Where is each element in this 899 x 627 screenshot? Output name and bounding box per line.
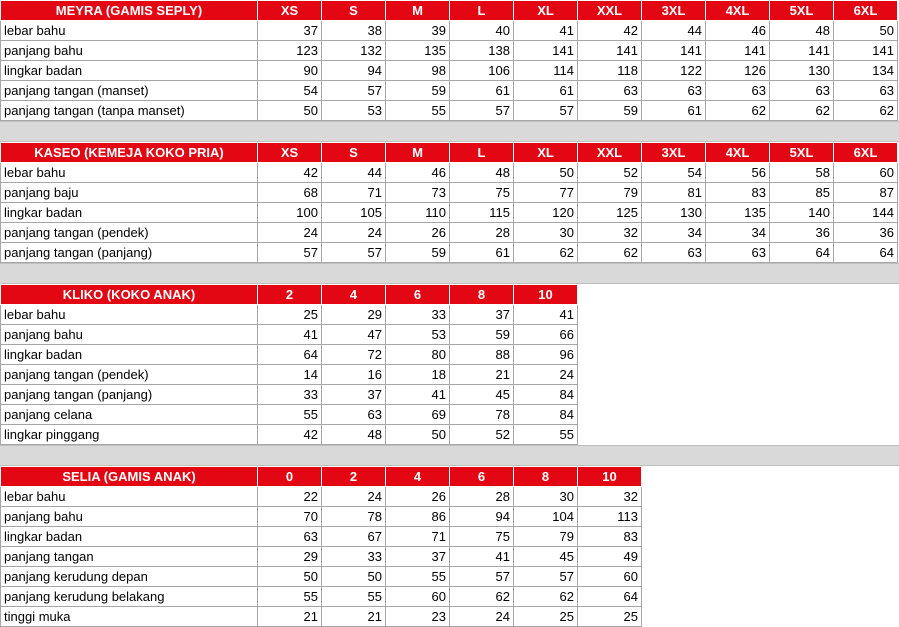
size-header-cell[interactable]: L <box>450 143 514 163</box>
table-title[interactable]: KLIKO (KOKO ANAK) <box>1 285 258 305</box>
measure-value-cell[interactable]: 50 <box>322 567 386 587</box>
measure-label-cell[interactable]: panjang tangan (tanpa manset) <box>1 101 258 121</box>
measure-value-cell[interactable]: 26 <box>386 223 450 243</box>
size-table <box>0 142 898 263</box>
measure-label-cell[interactable]: panjang tangan (pendek) <box>1 223 258 243</box>
size-table-block <box>0 284 899 445</box>
measure-value-cell[interactable]: 30 <box>514 487 578 507</box>
measure-value-cell[interactable]: 63 <box>706 81 770 101</box>
table-title[interactable]: SELIA (GAMIS ANAK) <box>1 467 258 487</box>
measure-value-cell[interactable]: 55 <box>322 587 386 607</box>
measure-label-cell[interactable]: panjang celana <box>1 405 258 425</box>
measure-value-cell[interactable]: 55 <box>386 567 450 587</box>
measure-value-cell[interactable]: 79 <box>578 183 642 203</box>
size-header-cell[interactable]: 2 <box>322 467 386 487</box>
measure-value-cell[interactable]: 25 <box>578 607 642 627</box>
measure-value-cell[interactable]: 42 <box>258 163 322 183</box>
measure-value-cell[interactable]: 64 <box>258 345 322 365</box>
measure-value-cell[interactable]: 53 <box>386 325 450 345</box>
size-header-cell[interactable]: M <box>386 143 450 163</box>
table-row <box>1 507 642 527</box>
measure-value-cell[interactable]: 42 <box>578 21 642 41</box>
size-header-cell[interactable]: XL <box>514 143 578 163</box>
measure-value-cell[interactable]: 90 <box>258 61 322 81</box>
measure-value-cell[interactable]: 141 <box>834 41 898 61</box>
measure-value-cell[interactable]: 45 <box>514 547 578 567</box>
measure-value-cell[interactable]: 37 <box>386 547 450 567</box>
measure-value-cell[interactable]: 63 <box>834 81 898 101</box>
measure-value-cell[interactable]: 41 <box>258 325 322 345</box>
measure-value-cell[interactable]: 80 <box>386 345 450 365</box>
size-table-block <box>0 0 899 121</box>
size-header-cell[interactable]: XXL <box>578 1 642 21</box>
measure-label-cell[interactable]: lebar bahu <box>1 21 258 41</box>
measure-value-cell[interactable]: 141 <box>706 41 770 61</box>
size-header-cell[interactable]: 4 <box>386 467 450 487</box>
measure-value-cell[interactable]: 55 <box>258 405 322 425</box>
measure-value-cell[interactable]: 141 <box>642 41 706 61</box>
measure-label-cell[interactable]: panjang tangan (panjang) <box>1 243 258 263</box>
size-table <box>0 284 578 445</box>
size-header-cell[interactable]: 6XL <box>834 143 898 163</box>
measure-value-cell[interactable]: 75 <box>450 183 514 203</box>
measure-value-cell[interactable]: 41 <box>450 547 514 567</box>
measure-value-cell[interactable]: 71 <box>386 527 450 547</box>
measure-value-cell[interactable]: 53 <box>322 101 386 121</box>
measure-label-cell[interactable]: lingkar badan <box>1 345 258 365</box>
measure-value-cell[interactable]: 57 <box>514 567 578 587</box>
measure-label-cell[interactable]: tinggi muka <box>1 607 258 627</box>
table-row <box>1 41 898 61</box>
measure-value-cell[interactable]: 24 <box>514 365 578 385</box>
measure-value-cell[interactable]: 125 <box>578 203 642 223</box>
measure-value-cell[interactable]: 29 <box>322 305 386 325</box>
measure-value-cell[interactable]: 135 <box>386 41 450 61</box>
measure-value-cell[interactable]: 62 <box>514 243 578 263</box>
measure-value-cell[interactable]: 50 <box>258 101 322 121</box>
measure-value-cell[interactable]: 60 <box>578 567 642 587</box>
measure-value-cell[interactable]: 18 <box>386 365 450 385</box>
measure-value-cell[interactable]: 118 <box>578 61 642 81</box>
measure-value-cell[interactable]: 64 <box>578 587 642 607</box>
separator-row <box>0 121 899 142</box>
measure-label-cell[interactable]: lebar bahu <box>1 163 258 183</box>
measure-value-cell[interactable]: 78 <box>322 507 386 527</box>
measure-value-cell[interactable]: 16 <box>322 365 386 385</box>
measure-value-cell[interactable]: 33 <box>258 385 322 405</box>
measure-value-cell[interactable]: 57 <box>514 101 578 121</box>
measure-value-cell[interactable]: 66 <box>514 325 578 345</box>
size-header-cell[interactable]: XS <box>258 143 322 163</box>
size-header-cell[interactable]: 5XL <box>770 1 834 21</box>
measure-value-cell[interactable]: 32 <box>578 487 642 507</box>
size-header-cell[interactable]: 10 <box>514 285 578 305</box>
measure-value-cell[interactable]: 44 <box>642 21 706 41</box>
size-header-cell[interactable]: 6 <box>386 285 450 305</box>
measure-value-cell[interactable]: 26 <box>386 487 450 507</box>
measure-value-cell[interactable]: 123 <box>258 41 322 61</box>
measure-value-cell[interactable]: 77 <box>514 183 578 203</box>
measure-value-cell[interactable]: 30 <box>514 223 578 243</box>
table-row <box>1 183 898 203</box>
size-header-cell[interactable]: 4XL <box>706 143 770 163</box>
measure-value-cell[interactable]: 52 <box>450 425 514 445</box>
size-header-cell[interactable]: 0 <box>258 467 322 487</box>
table-title[interactable]: KASEO (KEMEJA KOKO PRIA) <box>1 143 258 163</box>
measure-value-cell[interactable]: 85 <box>770 183 834 203</box>
measure-value-cell[interactable]: 94 <box>322 61 386 81</box>
measure-value-cell[interactable]: 84 <box>514 405 578 425</box>
measure-value-cell[interactable]: 98 <box>386 61 450 81</box>
measure-value-cell[interactable]: 88 <box>450 345 514 365</box>
measure-value-cell[interactable]: 100 <box>258 203 322 223</box>
size-header-cell[interactable]: XS <box>258 1 322 21</box>
measure-value-cell[interactable]: 52 <box>578 163 642 183</box>
measure-value-cell[interactable]: 21 <box>322 607 386 627</box>
measure-value-cell[interactable]: 104 <box>514 507 578 527</box>
measure-value-cell[interactable]: 141 <box>578 41 642 61</box>
table-row <box>1 425 578 445</box>
measure-value-cell[interactable]: 62 <box>834 101 898 121</box>
measure-value-cell[interactable]: 45 <box>450 385 514 405</box>
measure-value-cell[interactable]: 57 <box>258 243 322 263</box>
measure-value-cell[interactable]: 28 <box>450 487 514 507</box>
measure-value-cell[interactable]: 24 <box>322 223 386 243</box>
measure-value-cell[interactable]: 140 <box>770 203 834 223</box>
size-header-cell[interactable]: XL <box>514 1 578 21</box>
measure-value-cell[interactable]: 47 <box>322 325 386 345</box>
measure-label-cell[interactable]: panjang bahu <box>1 325 258 345</box>
measure-value-cell[interactable]: 122 <box>642 61 706 81</box>
size-header-cell[interactable]: 6XL <box>834 1 898 21</box>
measure-value-cell[interactable]: 34 <box>642 223 706 243</box>
measure-value-cell[interactable]: 61 <box>642 101 706 121</box>
table-row <box>1 385 578 405</box>
measure-value-cell[interactable]: 63 <box>642 243 706 263</box>
measure-value-cell[interactable]: 59 <box>450 325 514 345</box>
measure-value-cell[interactable]: 73 <box>386 183 450 203</box>
measure-value-cell[interactable]: 50 <box>514 163 578 183</box>
table-row <box>1 61 898 81</box>
measure-value-cell[interactable]: 62 <box>770 101 834 121</box>
table-row <box>1 305 578 325</box>
size-table-block <box>0 466 899 627</box>
size-header-cell[interactable]: 2 <box>258 285 322 305</box>
measure-value-cell[interactable]: 57 <box>322 243 386 263</box>
measure-value-cell[interactable]: 37 <box>450 305 514 325</box>
measure-value-cell[interactable]: 63 <box>322 405 386 425</box>
size-header-cell[interactable]: XXL <box>578 143 642 163</box>
table-row <box>1 203 898 223</box>
measure-value-cell[interactable]: 55 <box>386 101 450 121</box>
size-header-cell[interactable]: 5XL <box>770 143 834 163</box>
table-row <box>1 405 578 425</box>
measure-value-cell[interactable]: 14 <box>258 365 322 385</box>
measure-value-cell[interactable]: 114 <box>514 61 578 81</box>
measure-value-cell[interactable]: 36 <box>770 223 834 243</box>
measure-value-cell[interactable]: 106 <box>450 61 514 81</box>
measure-value-cell[interactable]: 87 <box>834 183 898 203</box>
measure-value-cell[interactable]: 113 <box>578 507 642 527</box>
measure-value-cell[interactable]: 134 <box>834 61 898 81</box>
separator-row <box>0 263 899 284</box>
measure-value-cell[interactable]: 81 <box>642 183 706 203</box>
measure-value-cell[interactable]: 63 <box>770 81 834 101</box>
measure-value-cell[interactable]: 54 <box>642 163 706 183</box>
measure-value-cell[interactable]: 62 <box>706 101 770 121</box>
measure-label-cell[interactable]: panjang tangan (manset) <box>1 81 258 101</box>
table-row <box>1 587 642 607</box>
measure-label-cell[interactable]: lingkar badan <box>1 527 258 547</box>
measure-label-cell[interactable]: panjang kerudung depan <box>1 567 258 587</box>
table-row <box>1 81 898 101</box>
measure-value-cell[interactable]: 50 <box>386 425 450 445</box>
measure-value-cell[interactable]: 132 <box>322 41 386 61</box>
table-row <box>1 243 898 263</box>
measure-value-cell[interactable]: 37 <box>258 21 322 41</box>
table-row <box>1 547 642 567</box>
size-header-cell[interactable]: 3XL <box>642 143 706 163</box>
measure-value-cell[interactable]: 110 <box>386 203 450 223</box>
measure-value-cell[interactable]: 64 <box>834 243 898 263</box>
measure-value-cell[interactable]: 59 <box>386 243 450 263</box>
measure-value-cell[interactable]: 115 <box>450 203 514 223</box>
measure-value-cell[interactable]: 75 <box>450 527 514 547</box>
measure-value-cell[interactable]: 71 <box>322 183 386 203</box>
measure-value-cell[interactable]: 83 <box>578 527 642 547</box>
size-header-cell[interactable]: 4 <box>322 285 386 305</box>
header-row <box>1 1 898 21</box>
measure-label-cell[interactable]: lingkar badan <box>1 61 258 81</box>
table-title[interactable]: MEYRA (GAMIS SEPLY) <box>1 1 258 21</box>
measure-value-cell[interactable]: 144 <box>834 203 898 223</box>
measure-value-cell[interactable]: 63 <box>578 81 642 101</box>
measure-value-cell[interactable]: 36 <box>834 223 898 243</box>
measure-label-cell[interactable]: lebar bahu <box>1 305 258 325</box>
measure-value-cell[interactable]: 57 <box>322 81 386 101</box>
measure-value-cell[interactable]: 62 <box>514 587 578 607</box>
table-row <box>1 365 578 385</box>
measure-value-cell[interactable]: 41 <box>514 305 578 325</box>
size-header-cell[interactable]: S <box>322 143 386 163</box>
measure-label-cell[interactable]: panjang baju <box>1 183 258 203</box>
measure-value-cell[interactable]: 39 <box>386 21 450 41</box>
measure-value-cell[interactable]: 24 <box>322 487 386 507</box>
measure-value-cell[interactable]: 44 <box>322 163 386 183</box>
measure-value-cell[interactable]: 120 <box>514 203 578 223</box>
measure-value-cell[interactable]: 42 <box>258 425 322 445</box>
size-table <box>0 0 898 121</box>
measure-value-cell[interactable]: 46 <box>386 163 450 183</box>
measure-value-cell[interactable]: 130 <box>642 203 706 223</box>
measure-value-cell[interactable]: 21 <box>450 365 514 385</box>
measure-value-cell[interactable]: 62 <box>450 587 514 607</box>
size-header-cell[interactable]: L <box>450 1 514 21</box>
table-row <box>1 223 898 243</box>
measure-label-cell[interactable]: panjang kerudung belakang <box>1 587 258 607</box>
measure-value-cell[interactable]: 48 <box>322 425 386 445</box>
measure-label-cell[interactable]: panjang tangan <box>1 547 258 567</box>
measure-value-cell[interactable]: 94 <box>450 507 514 527</box>
measure-value-cell[interactable]: 50 <box>258 567 322 587</box>
size-header-cell[interactable]: 4XL <box>706 1 770 21</box>
measure-label-cell[interactable]: lingkar badan <box>1 203 258 223</box>
measure-value-cell[interactable]: 58 <box>770 163 834 183</box>
measure-value-cell[interactable]: 141 <box>514 41 578 61</box>
measure-value-cell[interactable]: 48 <box>450 163 514 183</box>
measure-value-cell[interactable]: 69 <box>386 405 450 425</box>
measure-value-cell[interactable]: 37 <box>322 385 386 405</box>
size-table <box>0 466 642 627</box>
measure-value-cell[interactable]: 60 <box>834 163 898 183</box>
measure-value-cell[interactable]: 105 <box>322 203 386 223</box>
measure-value-cell[interactable]: 32 <box>578 223 642 243</box>
measure-label-cell[interactable]: panjang bahu <box>1 41 258 61</box>
measure-value-cell[interactable]: 55 <box>514 425 578 445</box>
measure-value-cell[interactable]: 79 <box>514 527 578 547</box>
measure-value-cell[interactable]: 50 <box>834 21 898 41</box>
measure-value-cell[interactable]: 61 <box>514 81 578 101</box>
measure-value-cell[interactable]: 61 <box>450 243 514 263</box>
measure-value-cell[interactable]: 54 <box>258 81 322 101</box>
table-row <box>1 527 642 547</box>
measure-value-cell[interactable]: 138 <box>450 41 514 61</box>
measure-value-cell[interactable]: 126 <box>706 61 770 81</box>
measure-value-cell[interactable]: 78 <box>450 405 514 425</box>
measure-value-cell[interactable]: 61 <box>450 81 514 101</box>
table-row <box>1 163 898 183</box>
measure-label-cell[interactable]: panjang tangan (pendek) <box>1 365 258 385</box>
measure-value-cell[interactable]: 86 <box>386 507 450 527</box>
measure-value-cell[interactable]: 41 <box>386 385 450 405</box>
measure-value-cell[interactable]: 38 <box>322 21 386 41</box>
measure-value-cell[interactable]: 70 <box>258 507 322 527</box>
measure-value-cell[interactable]: 62 <box>578 243 642 263</box>
measure-value-cell[interactable]: 40 <box>450 21 514 41</box>
measure-value-cell[interactable]: 29 <box>258 547 322 567</box>
measure-value-cell[interactable]: 135 <box>706 203 770 223</box>
measure-value-cell[interactable]: 72 <box>322 345 386 365</box>
measure-value-cell[interactable]: 55 <box>258 587 322 607</box>
header-row <box>1 467 642 487</box>
table-row <box>1 101 898 121</box>
measure-value-cell[interactable]: 60 <box>386 587 450 607</box>
measure-value-cell[interactable]: 34 <box>706 223 770 243</box>
measure-value-cell[interactable]: 57 <box>450 101 514 121</box>
measure-value-cell[interactable]: 24 <box>450 607 514 627</box>
measure-value-cell[interactable]: 28 <box>450 223 514 243</box>
table-row <box>1 567 642 587</box>
measure-value-cell[interactable]: 63 <box>642 81 706 101</box>
size-header-cell[interactable]: S <box>322 1 386 21</box>
measure-label-cell[interactable]: panjang bahu <box>1 507 258 527</box>
measure-value-cell[interactable]: 33 <box>386 305 450 325</box>
measure-value-cell[interactable]: 59 <box>386 81 450 101</box>
measure-label-cell[interactable]: lingkar pinggang <box>1 425 258 445</box>
table-row <box>1 325 578 345</box>
measure-value-cell[interactable]: 141 <box>770 41 834 61</box>
header-row <box>1 143 898 163</box>
measure-value-cell[interactable]: 64 <box>770 243 834 263</box>
size-header-cell[interactable]: 6 <box>450 467 514 487</box>
measure-value-cell[interactable]: 57 <box>450 567 514 587</box>
size-header-cell[interactable]: 8 <box>450 285 514 305</box>
measure-value-cell[interactable]: 21 <box>258 607 322 627</box>
measure-value-cell[interactable]: 96 <box>514 345 578 365</box>
measure-value-cell[interactable]: 83 <box>706 183 770 203</box>
measure-value-cell[interactable]: 48 <box>770 21 834 41</box>
measure-label-cell[interactable]: panjang tangan (panjang) <box>1 385 258 405</box>
measure-value-cell[interactable]: 49 <box>578 547 642 567</box>
table-row <box>1 21 898 41</box>
size-header-cell[interactable]: M <box>386 1 450 21</box>
measure-value-cell[interactable]: 130 <box>770 61 834 81</box>
measure-value-cell[interactable]: 25 <box>258 305 322 325</box>
measure-value-cell[interactable]: 56 <box>706 163 770 183</box>
measure-value-cell[interactable]: 63 <box>706 243 770 263</box>
table-row <box>1 487 642 507</box>
measure-value-cell[interactable]: 33 <box>322 547 386 567</box>
measure-value-cell[interactable]: 68 <box>258 183 322 203</box>
measure-value-cell[interactable]: 22 <box>258 487 322 507</box>
measure-label-cell[interactable]: lebar bahu <box>1 487 258 507</box>
measure-value-cell[interactable]: 24 <box>258 223 322 243</box>
size-header-cell[interactable]: 3XL <box>642 1 706 21</box>
measure-value-cell[interactable]: 63 <box>258 527 322 547</box>
measure-value-cell[interactable]: 46 <box>706 21 770 41</box>
header-row <box>1 285 578 305</box>
measure-value-cell[interactable]: 25 <box>514 607 578 627</box>
size-header-cell[interactable]: 10 <box>578 467 642 487</box>
table-row <box>1 345 578 365</box>
measure-value-cell[interactable]: 41 <box>514 21 578 41</box>
separator-row <box>0 445 899 466</box>
measure-value-cell[interactable]: 59 <box>578 101 642 121</box>
measure-value-cell[interactable]: 23 <box>386 607 450 627</box>
measure-value-cell[interactable]: 84 <box>514 385 578 405</box>
size-header-cell[interactable]: 8 <box>514 467 578 487</box>
size-table-block <box>0 142 899 263</box>
measure-value-cell[interactable]: 67 <box>322 527 386 547</box>
